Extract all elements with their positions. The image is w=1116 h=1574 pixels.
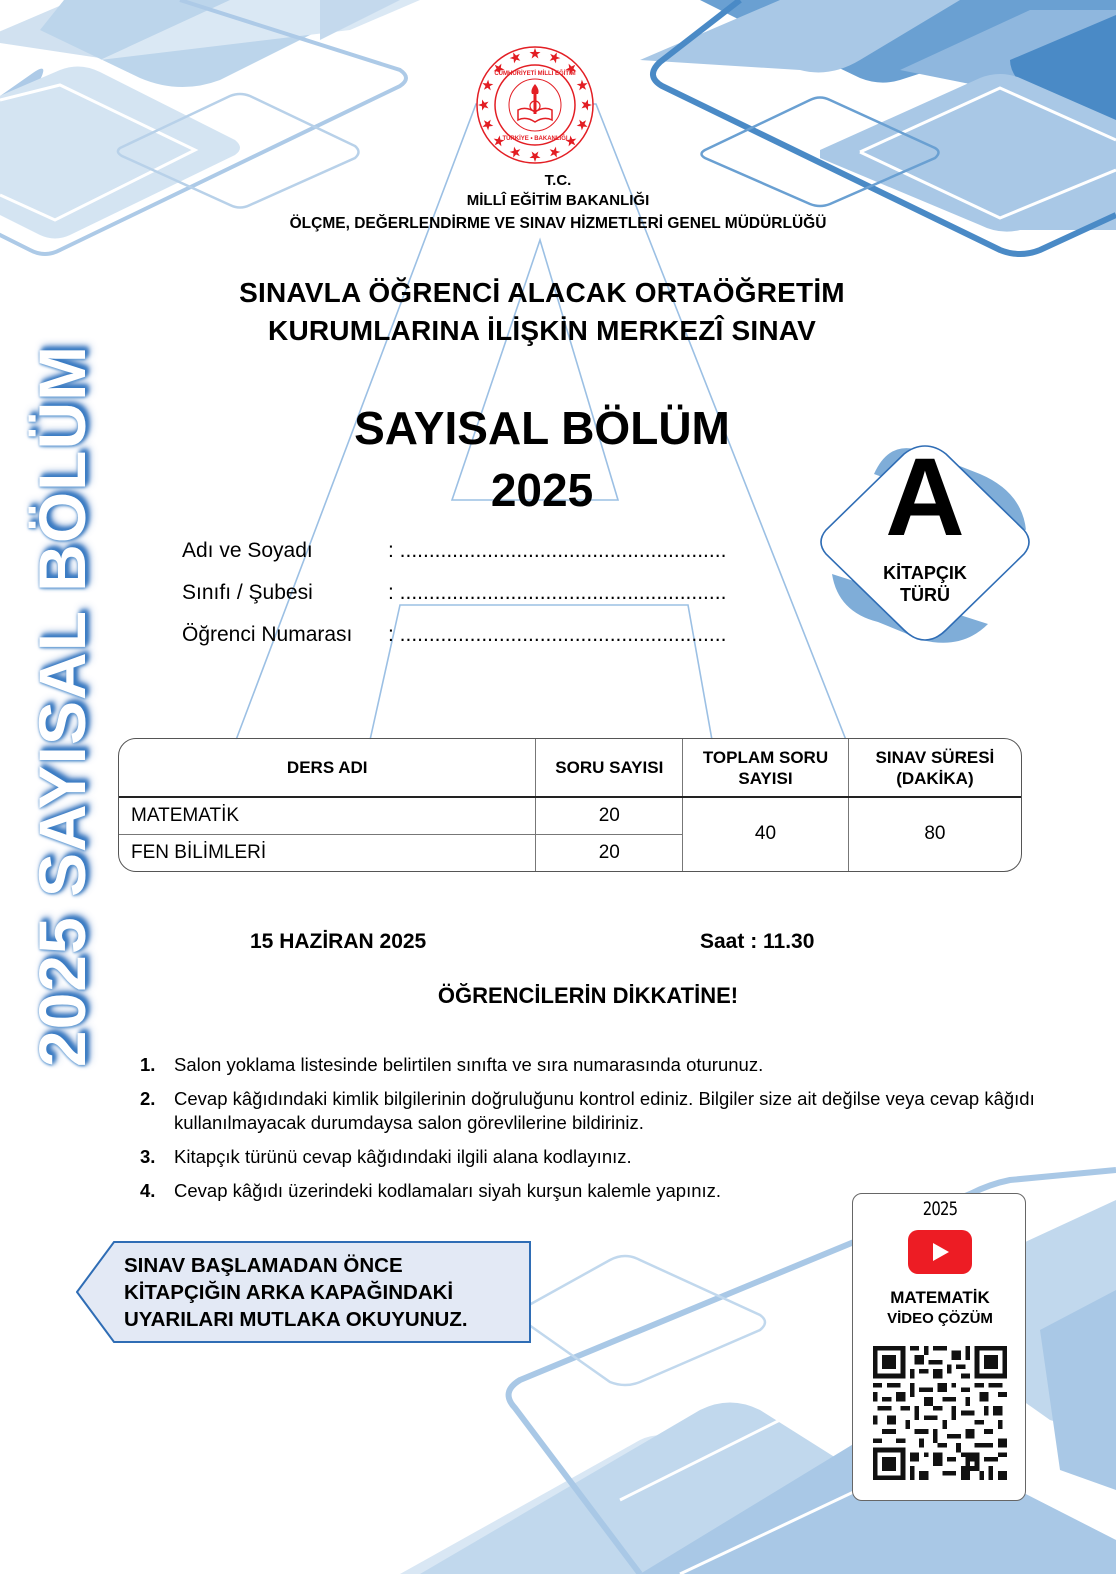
list-item	[140, 1145, 1040, 1169]
header-total-l1: TOPLAM SORU	[702, 747, 829, 767]
video-subject: MATEMATİK	[890, 1288, 990, 1307]
student-info-form	[182, 530, 726, 656]
list-item	[140, 1087, 1040, 1135]
item-number: 4.	[140, 1180, 156, 1201]
exam-date: 15 HAZİRAN 2025	[250, 930, 427, 953]
section-title: SAYISAL BÖLÜM	[354, 402, 730, 454]
item-number: 1.	[140, 1054, 156, 1075]
directorate-name: ÖLÇME, DEĞERLENDİRME VE SINAV HİZMETLERİ GENEL MÜDÜRLÜĞÜ	[289, 215, 827, 232]
warning-line3: UYARILARI MUTLAKA OKUYUNUZ.	[124, 1308, 468, 1331]
student-number-field[interactable]: : ........................................................	[388, 623, 727, 646]
svg-text:CUMHURİYETİ MİLLÎ EĞİTİM: CUMHURİYETİ MİLLÎ EĞİTİM	[494, 71, 576, 77]
attention-title: ÖĞRENCİLERİN DİKKATİNE!	[437, 983, 739, 1008]
svg-text:TÜRKİYE • BAKANLIĞI: TÜRKİYE • BAKANLIĞI	[502, 136, 568, 142]
exam-info-table	[118, 738, 1022, 872]
item-text: Cevap kâğıdındaki kimlik bilgilerinin doğruluğunu kontrol ediniz. Bilgiler size ait değilse veya cevap kâğıdı kullanılmayacak durumdaysa salon görevlilerine bildiriniz.	[174, 1088, 1035, 1133]
question-count-cell: 20	[536, 797, 683, 834]
instructions-list	[140, 1053, 1040, 1213]
warning-text	[124, 1252, 468, 1333]
item-text: Kitapçık türünü cevap kâğıdındaki ilgili alana kodlayınız.	[174, 1146, 632, 1167]
warning-line2: KİTAPÇIĞIN ARKA KAPAĞINDAKİ	[124, 1281, 454, 1304]
warning-callout	[76, 1240, 532, 1344]
header-duration	[848, 739, 1021, 797]
class-label: Sınıfı / Şubesi	[182, 581, 313, 604]
exam-time: Saat : 11.30	[700, 930, 815, 953]
header-question-count: SORU SAYISI	[536, 739, 683, 797]
booklet-type-badge	[812, 434, 1038, 650]
video-solution-card[interactable]	[852, 1193, 1026, 1501]
class-field[interactable]: : ........................................................	[388, 581, 727, 604]
item-text: Cevap kâğıdı üzerindeki kodlamaları siyah kurşun kalemle yapınız.	[174, 1180, 722, 1201]
header-total-l2: SAYISI	[738, 768, 793, 788]
youtube-play-icon	[908, 1230, 972, 1274]
booklet-letter: A	[885, 436, 965, 559]
header-duration-l1: SINAV SÜRESİ	[875, 747, 995, 767]
warning-line1: SINAV BAŞLAMADAN ÖNCE	[124, 1254, 403, 1277]
name-field[interactable]: : ........................................................	[388, 539, 727, 562]
form-row-class[interactable]	[182, 572, 726, 614]
name-label: Adı ve Soyadı	[182, 539, 313, 562]
side-banner-text: 2025 SAYISAL BÖLÜM	[25, 344, 99, 1068]
subject-cell: MATEMATİK	[119, 797, 536, 834]
exam-title-line1: SINAVLA ÖĞRENCİ ALACAK ORTAÖĞRETİM	[239, 277, 845, 308]
video-label: VİDEO ÇÖZÜM	[887, 1310, 993, 1327]
exam-title-line2: KURUMLARINA İLİŞKİN MERKEZÎ SINAV	[268, 315, 816, 346]
table-row	[119, 797, 1021, 834]
qr-code-icon[interactable]	[873, 1346, 1007, 1480]
booklet-label	[812, 562, 1038, 606]
question-count-cell: 20	[536, 834, 683, 871]
booklet-label-line2: TÜRÜ	[900, 585, 950, 605]
subject-cell: FEN BİLİMLERİ	[131, 841, 267, 863]
ministry-name: MİLLÎ EĞİTİM BAKANLIĞI	[466, 192, 650, 209]
student-number-label: Öğrenci Numarası	[182, 623, 353, 646]
country-label: T.C.	[544, 172, 572, 189]
item-text: Salon yoklama listesinde belirtilen sınıfta ve sıra numarasında oturunuz.	[174, 1054, 764, 1075]
item-number: 3.	[140, 1146, 156, 1167]
header-duration-l2: (DAKİKA)	[896, 768, 974, 788]
duration-cell: 80	[848, 797, 1021, 871]
header-total-questions	[683, 739, 849, 797]
form-row-name[interactable]	[182, 530, 726, 572]
video-year: 2025	[922, 1198, 958, 1220]
form-row-number[interactable]	[182, 614, 726, 656]
list-item	[140, 1053, 1040, 1077]
section-year: 2025	[490, 464, 594, 516]
meb-emblem-icon	[474, 44, 596, 166]
item-number: 2.	[140, 1088, 156, 1109]
booklet-label-line1: KİTAPÇIK	[883, 563, 967, 583]
total-questions-cell: 40	[683, 797, 849, 871]
exam-title	[0, 274, 1084, 350]
header-subject: DERS ADI	[286, 758, 368, 777]
